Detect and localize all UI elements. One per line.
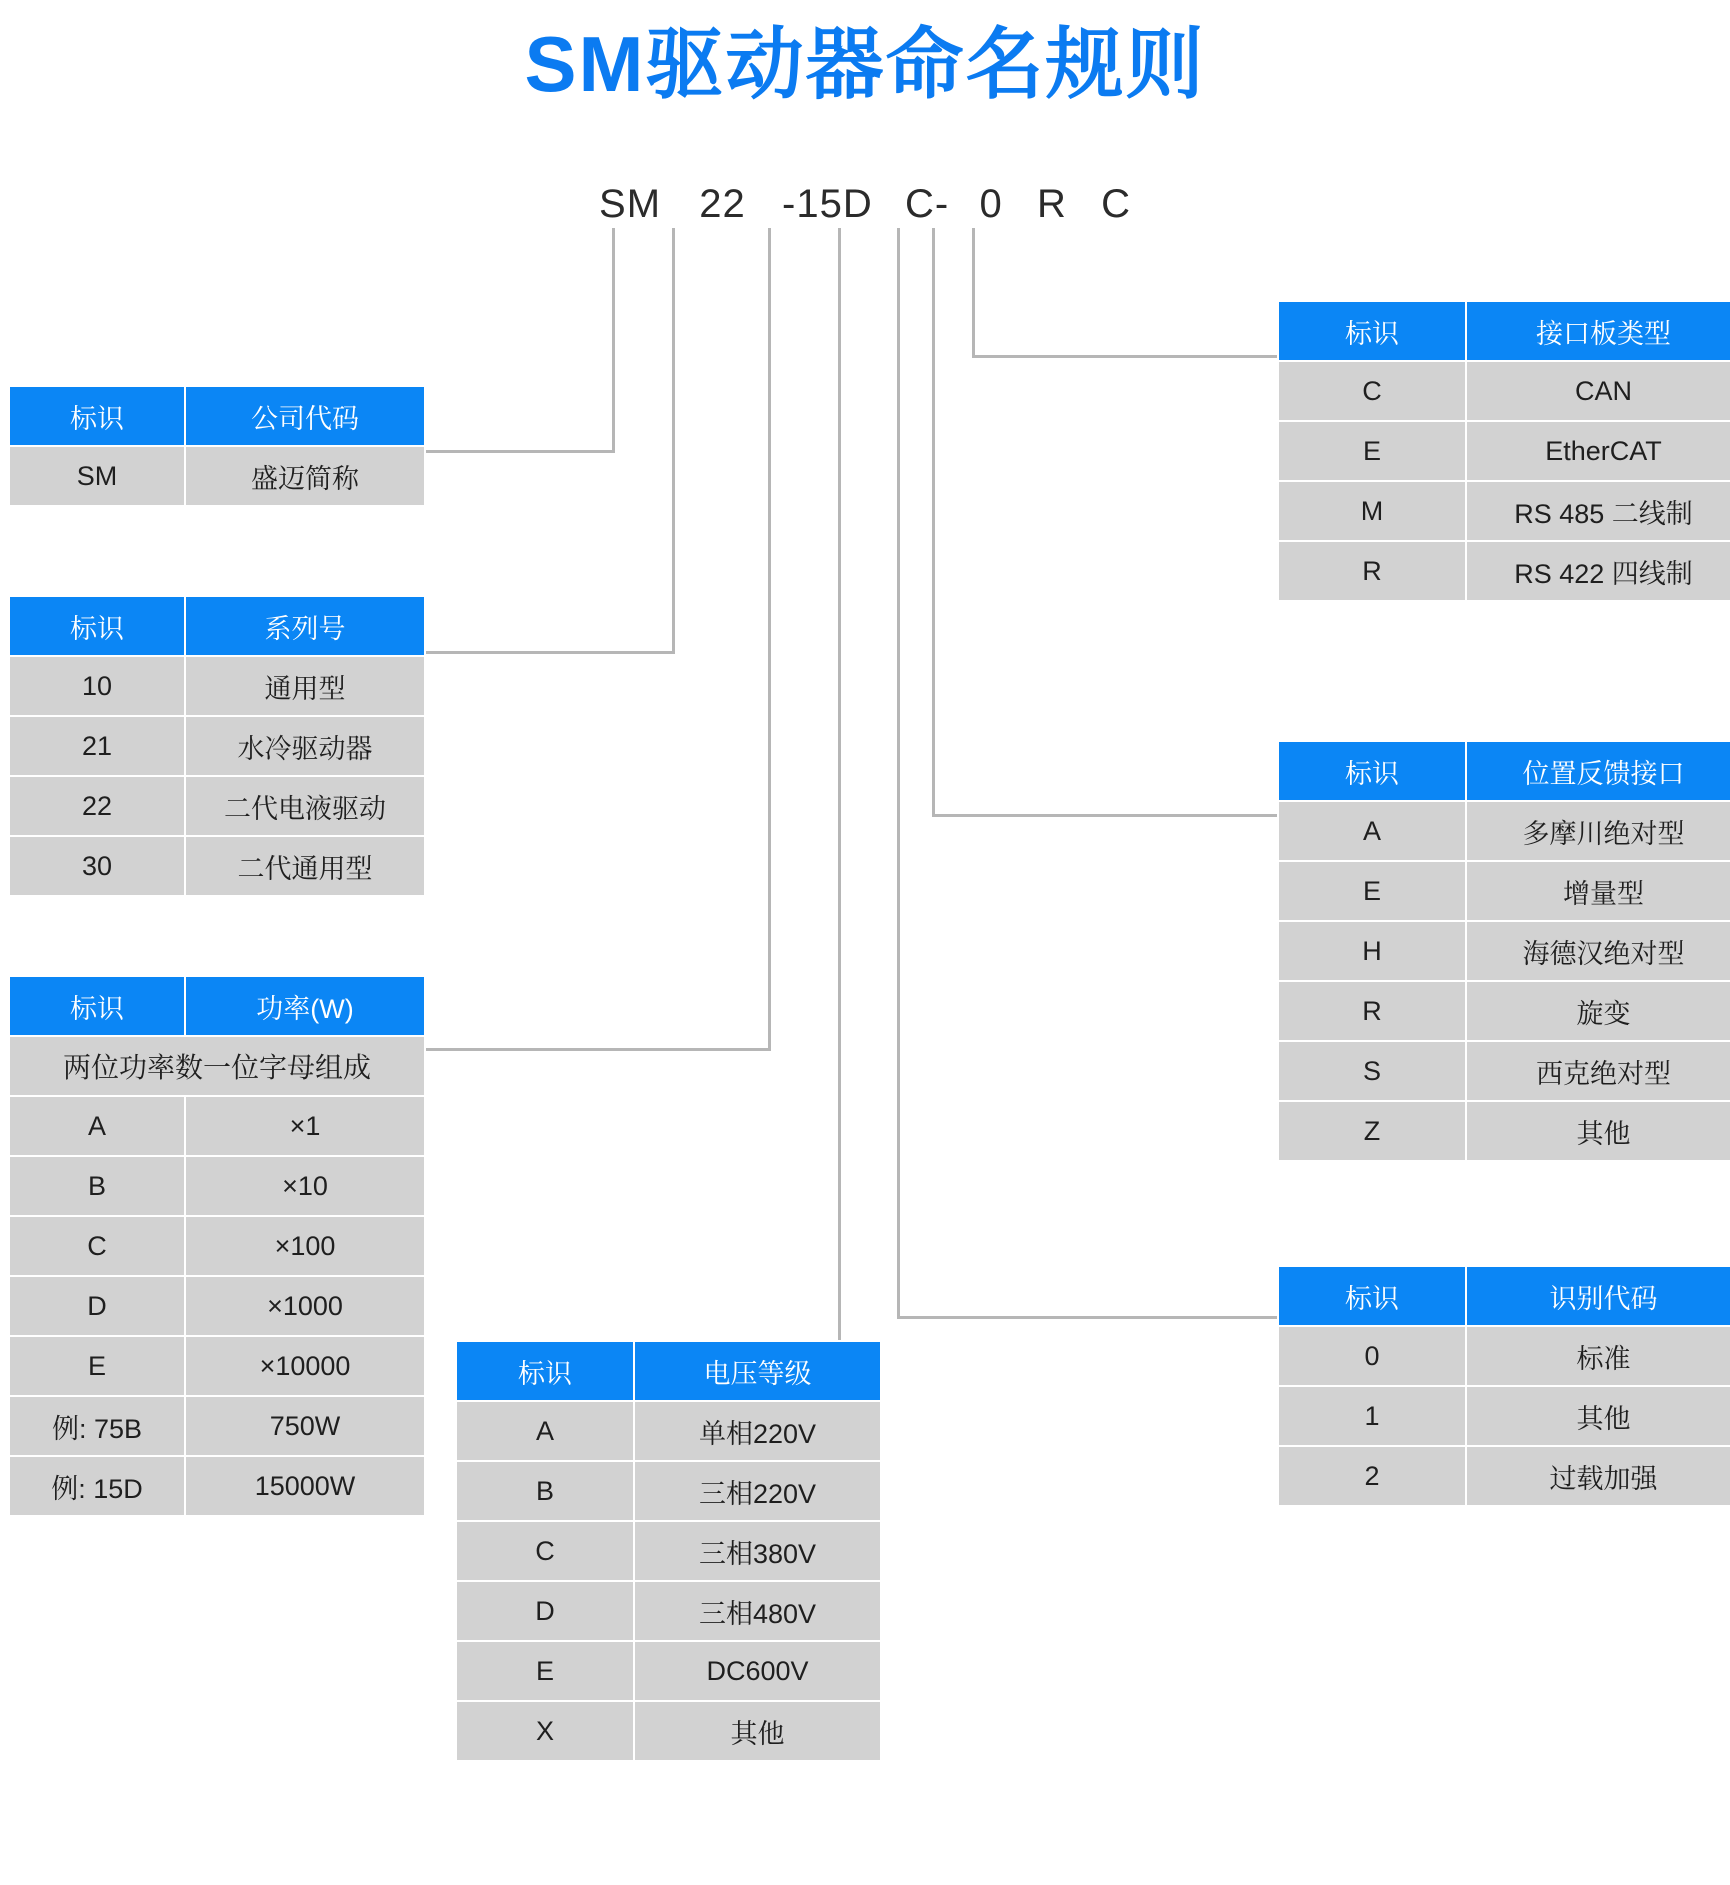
table-identification-code	[1277, 1265, 1730, 1507]
cell-desc: ×1	[185, 1096, 425, 1156]
table-row	[1278, 421, 1730, 481]
table-row	[9, 386, 425, 446]
cell-code: 例: 15D	[9, 1456, 185, 1516]
table-row	[9, 1396, 425, 1456]
header-cell: 标识	[9, 386, 185, 446]
cell-desc: RS 422 四线制	[1466, 541, 1730, 601]
cell-code: 10	[9, 656, 185, 716]
code-segment-interface: C	[1101, 182, 1131, 226]
cell-desc: 多摩川绝对型	[1466, 801, 1730, 861]
connector-voltage-vertical	[838, 228, 841, 1368]
cell-code: B	[456, 1461, 634, 1521]
cell-desc: 西克绝对型	[1466, 1041, 1730, 1101]
table-row	[9, 1456, 425, 1516]
header-cell: 接口板类型	[1466, 301, 1730, 361]
header-cell: 功率(W)	[185, 976, 425, 1036]
table-row	[456, 1701, 881, 1761]
cell-desc: 750W	[185, 1396, 425, 1456]
cell-desc: 海德汉绝对型	[1466, 921, 1730, 981]
cell-desc: 二代通用型	[185, 836, 425, 896]
cell-desc: ×10	[185, 1156, 425, 1216]
table-power	[8, 975, 426, 1517]
cell-code: Z	[1278, 1101, 1466, 1161]
cell-desc: 通用型	[185, 656, 425, 716]
cell-code: R	[1278, 981, 1466, 1041]
cell-code: 1	[1278, 1386, 1466, 1446]
cell-desc: CAN	[1466, 361, 1730, 421]
connector-ident-vertical	[897, 228, 900, 1318]
cell-desc: ×1000	[185, 1276, 425, 1336]
connector-series-horizontal	[405, 651, 675, 654]
header-cell: 标识	[1278, 301, 1466, 361]
cell-desc: 15000W	[185, 1456, 425, 1516]
header-cell: 标识	[1278, 1266, 1466, 1326]
table-row	[9, 976, 425, 1036]
table-row	[1278, 1326, 1730, 1386]
code-segment-ident: 0	[979, 182, 1003, 226]
table-row	[9, 716, 425, 776]
header-cell: 识别代码	[1466, 1266, 1730, 1326]
cell-code: E	[456, 1641, 634, 1701]
table-position-feedback-interface	[1277, 740, 1730, 1162]
code-segment-series: 22	[699, 182, 746, 226]
cell-code: C	[9, 1216, 185, 1276]
connector-company-vertical	[612, 228, 615, 452]
cell-code: A	[9, 1096, 185, 1156]
header-cell: 标识	[9, 596, 185, 656]
table-row	[1278, 1386, 1730, 1446]
cell-code: 21	[9, 716, 185, 776]
table-row	[456, 1341, 881, 1401]
table-row	[1278, 541, 1730, 601]
cell-desc: 单相220V	[634, 1401, 881, 1461]
cell-code: 0	[1278, 1326, 1466, 1386]
page-title: SM驱动器命名规则	[524, 20, 1206, 108]
table-row	[1278, 361, 1730, 421]
header-cell: 电压等级	[634, 1341, 881, 1401]
table-row	[456, 1401, 881, 1461]
table-row	[1278, 1101, 1730, 1161]
connector-interface-horizontal	[972, 355, 1277, 358]
cell-desc: 二代电液驱动	[185, 776, 425, 836]
table-row	[9, 776, 425, 836]
cell-code: S	[1278, 1041, 1466, 1101]
cell-code: SM	[9, 446, 185, 506]
cell-code: E	[9, 1336, 185, 1396]
table-row	[1278, 301, 1730, 361]
cell-desc: 其他	[1466, 1101, 1730, 1161]
cell-code: C	[456, 1521, 634, 1581]
cell-desc: 三相480V	[634, 1581, 881, 1641]
table-row	[9, 1096, 425, 1156]
connector-feedback-vertical	[932, 228, 935, 816]
cell-desc: 其他	[634, 1701, 881, 1761]
table-row	[9, 1156, 425, 1216]
connector-feedback-horizontal	[932, 814, 1277, 817]
table-row	[9, 1216, 425, 1276]
table-row	[9, 596, 425, 656]
table-row	[9, 1036, 425, 1096]
cell-desc: 盛迈简称	[185, 446, 425, 506]
cell-desc: 标准	[1466, 1326, 1730, 1386]
table-row	[456, 1641, 881, 1701]
header-cell: 系列号	[185, 596, 425, 656]
header-cell: 标识	[9, 976, 185, 1036]
header-cell: 位置反馈接口	[1466, 741, 1730, 801]
cell-desc: ×10000	[185, 1336, 425, 1396]
cell-desc: DC600V	[634, 1641, 881, 1701]
connector-ident-horizontal	[897, 1316, 1277, 1319]
header-cell: 公司代码	[185, 386, 425, 446]
connector-series-vertical	[672, 228, 675, 653]
cell-code: H	[1278, 921, 1466, 981]
cell-code: X	[456, 1701, 634, 1761]
cell-desc: 水冷驱动器	[185, 716, 425, 776]
connector-power-vertical	[768, 228, 771, 1050]
cell-code: 例: 75B	[9, 1396, 185, 1456]
cell-code: A	[1278, 801, 1466, 861]
table-row	[456, 1581, 881, 1641]
table-row	[1278, 1266, 1730, 1326]
cell-power-note: 两位功率数一位字母组成	[9, 1036, 425, 1096]
table-company-code	[8, 385, 426, 507]
header-cell: 标识	[456, 1341, 634, 1401]
table-row	[1278, 1041, 1730, 1101]
cell-code: R	[1278, 541, 1466, 601]
table-row	[9, 1276, 425, 1336]
code-segment-feedback: R	[1036, 182, 1067, 226]
table-row	[1278, 741, 1730, 801]
cell-code: M	[1278, 481, 1466, 541]
cell-desc: 过载加强	[1466, 1446, 1730, 1506]
table-interface-board-type	[1277, 300, 1730, 602]
code-segment-power: -15D	[782, 182, 873, 226]
code-segment-company: SM	[599, 182, 662, 226]
connector-power-horizontal	[405, 1048, 771, 1051]
table-row	[456, 1461, 881, 1521]
cell-desc: 三相380V	[634, 1521, 881, 1581]
cell-code: E	[1278, 861, 1466, 921]
table-row	[1278, 1446, 1730, 1506]
connector-company-horizontal	[405, 450, 615, 453]
table-row	[1278, 981, 1730, 1041]
cell-code: E	[1278, 421, 1466, 481]
cell-code: D	[456, 1581, 634, 1641]
table-voltage-level	[455, 1340, 882, 1762]
header-cell: 标识	[1278, 741, 1466, 801]
cell-desc: 三相220V	[634, 1461, 881, 1521]
table-row	[9, 836, 425, 896]
table-row	[9, 446, 425, 506]
connector-interface-vertical	[972, 228, 975, 358]
cell-code: B	[9, 1156, 185, 1216]
cell-desc: RS 485 二线制	[1466, 481, 1730, 541]
cell-desc: EtherCAT	[1466, 421, 1730, 481]
table-row	[1278, 861, 1730, 921]
model-code-string	[0, 182, 1730, 227]
cell-code: 2	[1278, 1446, 1466, 1506]
cell-code: D	[9, 1276, 185, 1336]
table-row	[456, 1521, 881, 1581]
table-row	[9, 656, 425, 716]
table-series-number	[8, 595, 426, 897]
table-row	[1278, 921, 1730, 981]
cell-code: 22	[9, 776, 185, 836]
cell-desc: 增量型	[1466, 861, 1730, 921]
cell-desc: 其他	[1466, 1386, 1730, 1446]
cell-desc: 旋变	[1466, 981, 1730, 1041]
code-segment-voltage: C-	[904, 182, 950, 226]
cell-desc: ×100	[185, 1216, 425, 1276]
cell-code: A	[456, 1401, 634, 1461]
table-row	[1278, 801, 1730, 861]
cell-code: 30	[9, 836, 185, 896]
cell-code: C	[1278, 361, 1466, 421]
table-row	[1278, 481, 1730, 541]
table-row	[9, 1336, 425, 1396]
